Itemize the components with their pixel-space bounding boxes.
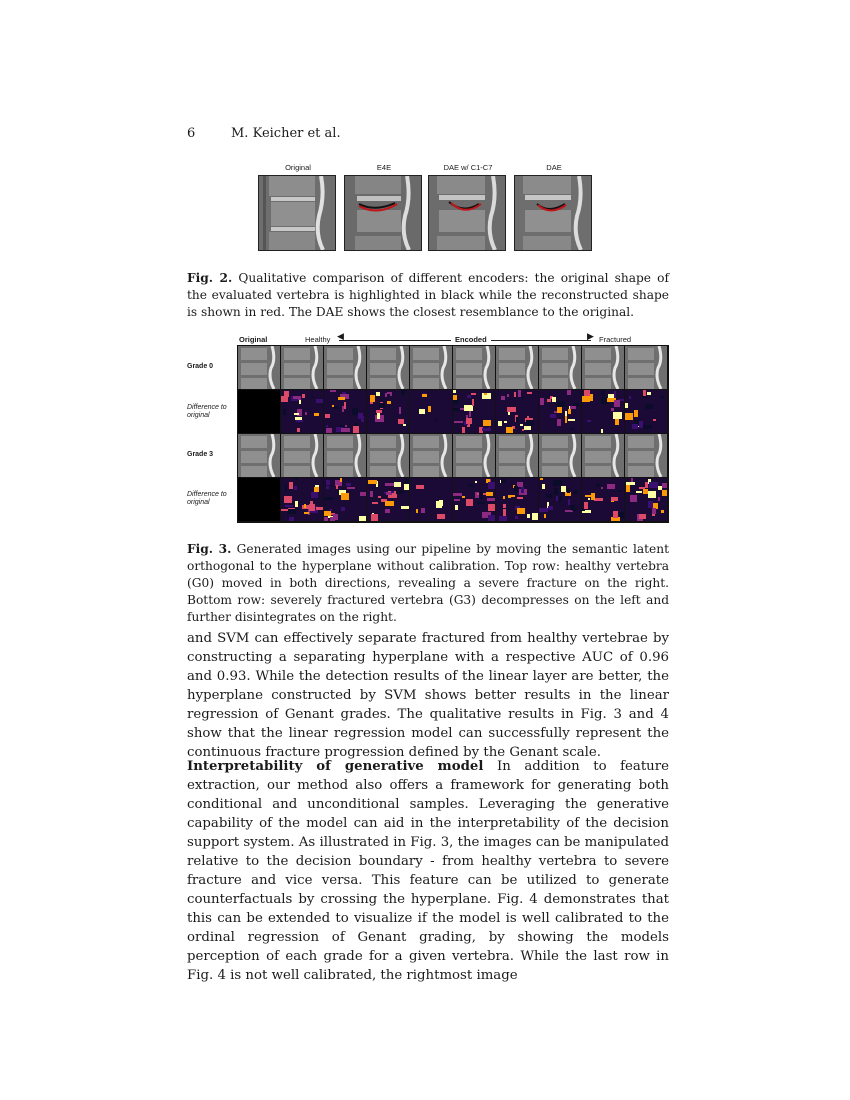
fig2-image bbox=[428, 175, 506, 251]
fig3-header bbox=[187, 332, 669, 346]
ct-image-cell bbox=[410, 434, 452, 477]
difference-map-cell bbox=[625, 478, 667, 521]
ct-image-cell bbox=[496, 434, 538, 477]
difference-map-cell bbox=[367, 478, 409, 521]
fig2-panel-e4e bbox=[344, 163, 424, 251]
row-label-grade3: Grade 3 bbox=[187, 451, 214, 458]
body-paragraph-1: and SVM can effectively separate fractured from healthy vertebrae by constructing a separating hyperplane with a respective AUC of 0.96 and 0.93. While the detection results of the linear layer are better, the hyperplane constructed by SVM shows better results in the linear regression of Genant grades. The qualitative results in Fig. 3 and 4 show that the linear regression model can successfully represent the continuous fracture progression defined by the Genant scale. bbox=[187, 631, 669, 760]
ct-image-cell bbox=[367, 434, 409, 477]
fig2-image bbox=[258, 175, 336, 251]
ct-image-cell bbox=[238, 434, 280, 477]
vertebra-ct-image bbox=[345, 176, 421, 250]
difference-map-cell bbox=[496, 478, 538, 521]
fig2-panel-dae bbox=[514, 163, 594, 251]
ct-image-cell bbox=[625, 434, 667, 477]
figure-3 bbox=[187, 332, 669, 527]
row-label-grade0: Grade 0 bbox=[187, 363, 214, 370]
page-number: 6 bbox=[187, 126, 196, 141]
arrow-right-line bbox=[491, 340, 591, 341]
ct-image-cell bbox=[453, 434, 495, 477]
arrow-left-line bbox=[339, 340, 451, 341]
caption-text: Qualitative comparison of different encoders: the original shape of the evaluated vertebra is highlighted in black while the reconstructed shape is shown in red. The DAE shows the closest resemblance to the original. bbox=[187, 271, 669, 319]
figure-2 bbox=[258, 163, 598, 255]
ct-image-cell bbox=[410, 346, 452, 389]
header-original: Original bbox=[239, 335, 268, 344]
row-label-diff2: Difference to original bbox=[187, 491, 227, 506]
difference-map-cell bbox=[539, 478, 581, 521]
ct-image-cell bbox=[281, 434, 323, 477]
caption-label: Fig. 3. bbox=[187, 542, 232, 556]
difference-map-cell bbox=[324, 390, 366, 433]
difference-map-cell bbox=[324, 478, 366, 521]
fig2-label: Original bbox=[285, 163, 311, 172]
running-header bbox=[187, 126, 341, 141]
ct-image-cell bbox=[453, 346, 495, 389]
ct-image-cell bbox=[539, 346, 581, 389]
fig2-label: DAE w/ C1-C7 bbox=[443, 163, 493, 172]
ct-image-cell bbox=[625, 346, 667, 389]
vertebra-ct-image bbox=[259, 176, 335, 250]
ct-image-cell bbox=[582, 346, 624, 389]
difference-map-cell bbox=[238, 478, 280, 521]
fig2-panel-dae-c1c7 bbox=[428, 163, 508, 251]
difference-map-cell bbox=[539, 390, 581, 433]
vertebra-ct-image bbox=[515, 176, 591, 250]
arrow-right-icon: ▶ bbox=[587, 331, 594, 341]
difference-map-cell bbox=[281, 478, 323, 521]
body-paragraph-2 bbox=[187, 757, 669, 985]
ct-image-cell bbox=[281, 346, 323, 389]
caption-text: Generated images using our pipeline by moving the semantic latent orthogonal to the hyperplane without calibration. Top row: healthy vertebra (G0) moved in both directions, revealing a severe fracture on the right. Bottom row: severely fractured vertebra (G3) decompresses on the left and further disintegrates on the right. bbox=[187, 542, 669, 624]
figure-2-caption bbox=[187, 270, 669, 321]
fig3-image-grid bbox=[237, 345, 669, 523]
header-healthy: Healthy bbox=[305, 335, 331, 344]
vertebra-ct-image bbox=[429, 176, 505, 250]
ct-image-cell bbox=[324, 346, 366, 389]
header-encoded: Encoded bbox=[455, 335, 487, 344]
caption-label: Fig. 2. bbox=[187, 271, 233, 285]
difference-map-cell bbox=[625, 390, 667, 433]
figure-3-caption bbox=[187, 541, 669, 626]
fig2-label: E4E bbox=[376, 163, 392, 172]
fig2-label: DAE bbox=[546, 163, 562, 172]
ct-image-cell bbox=[367, 346, 409, 389]
ct-image-cell bbox=[324, 434, 366, 477]
fig2-panel-original bbox=[258, 163, 338, 251]
section-heading: Interpretability of generative model bbox=[187, 759, 484, 774]
difference-map-cell bbox=[582, 478, 624, 521]
fig2-image bbox=[344, 175, 422, 251]
paragraph-text: In addition to feature extraction, our method also offers a framework for generating both conditional and unconditional samples. Leveraging the generative capability of the model can aid in the interpretability of the decision support system. As illustrated in Fig. 3, the images can be manipulated relative to the decision boundary - from healthy vertebra to severe fracture and vice versa. This feature can be utilized to generate counterfactuals by crossing the hyperplane. Fig. 4 demonstrates that this can be extended to visualize if the model is well calibrated to the ordinal regression of Genant grading, by showing the models perception of each grade for a given vertebra. While the last row in Fig. 4 is not well calibrated, the rightmost image bbox=[187, 759, 669, 983]
row-label-diff1: Difference to original bbox=[187, 404, 227, 419]
ct-image-cell bbox=[582, 434, 624, 477]
arrow-left-icon: ◀ bbox=[337, 331, 344, 341]
difference-map-cell bbox=[453, 390, 495, 433]
running-authors: M. Keicher et al. bbox=[231, 126, 341, 141]
difference-map-cell bbox=[582, 390, 624, 433]
difference-map-cell bbox=[453, 478, 495, 521]
difference-map-cell bbox=[410, 478, 452, 521]
difference-map-cell bbox=[281, 390, 323, 433]
fig2-image bbox=[514, 175, 592, 251]
ct-image-cell bbox=[238, 346, 280, 389]
header-fractured: Fractured bbox=[599, 335, 632, 344]
ct-image-cell bbox=[496, 346, 538, 389]
difference-map-cell bbox=[367, 390, 409, 433]
difference-map-cell bbox=[496, 390, 538, 433]
difference-map-cell bbox=[410, 390, 452, 433]
difference-map-cell bbox=[238, 390, 280, 433]
ct-image-cell bbox=[539, 434, 581, 477]
